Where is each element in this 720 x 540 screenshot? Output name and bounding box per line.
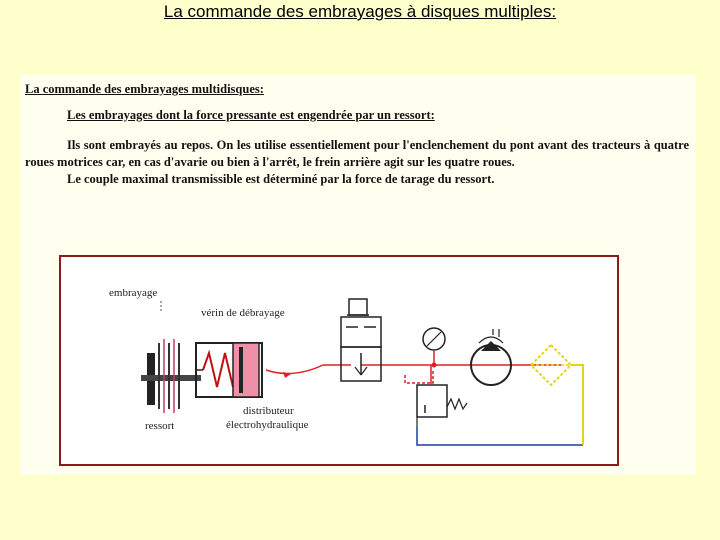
clutch-disk-pack	[141, 301, 201, 413]
label-electrohydraulique: électrohydraulique	[226, 419, 309, 431]
release-cylinder	[233, 343, 259, 397]
electro-hydraulic-distributor	[341, 299, 381, 381]
document-subheading: Les embrayages dont la force pressante est engendrée par un ressort:	[67, 108, 435, 122]
clutch-hydraulic-diagram	[59, 255, 619, 466]
document-paragraph-2: Le couple maximal transmissible est déterminé par la force de tarage du ressort.	[67, 172, 495, 186]
label-distributeur: distributeur	[243, 405, 294, 417]
hydraulic-filter	[531, 345, 583, 445]
label-ressort: ressort	[145, 420, 175, 432]
return-line	[417, 417, 583, 445]
label-embrayage: embrayage	[109, 287, 158, 299]
hydraulic-line	[266, 363, 561, 384]
document-heading: La commande des embrayages multidisques:	[25, 82, 264, 96]
hydraulic-pump	[471, 329, 511, 385]
pressure-gauge	[423, 328, 445, 365]
document-paragraph-1: Ils sont embrayés au repos. On les utilise essentiellement pour l'enclenchement du pont avant des tracteurs à quatre roues motrices car, en cas d'avarie ou bien à l'arrêt, le frein arrière agit sur les quatre roues.	[25, 138, 689, 169]
relief-valve	[417, 365, 467, 417]
slide-title: La commande des embrayages à disques multiples:	[163, 2, 557, 21]
label-verin: vérin de débrayage	[201, 307, 285, 319]
document-text	[25, 81, 689, 188]
